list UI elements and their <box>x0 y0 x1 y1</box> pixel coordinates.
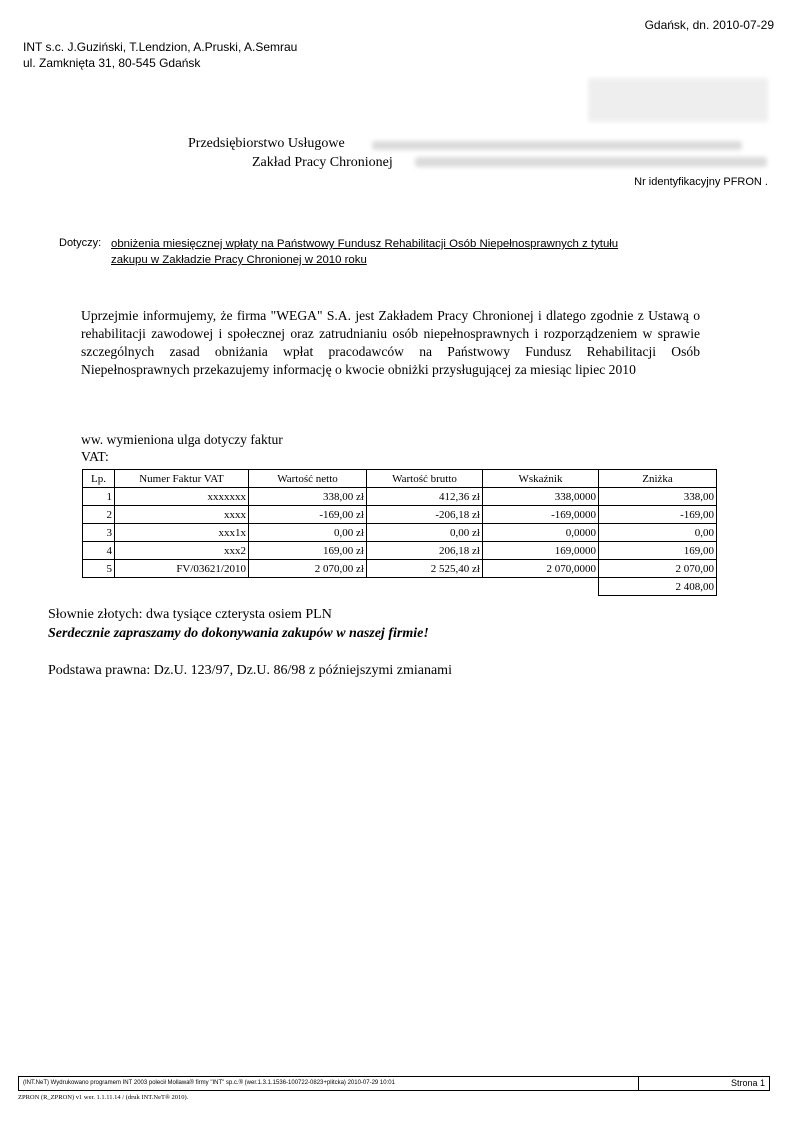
page-number: Strona 1 <box>730 1078 765 1088</box>
cell-discount: 338,00 <box>599 488 717 506</box>
cell-invoice-number: FV/03621/2010 <box>115 560 249 578</box>
cell-lp: 3 <box>83 524 115 542</box>
cell-lp: 4 <box>83 542 115 560</box>
header-net-value: Wartość netto <box>249 470 367 488</box>
cell-indicator: -169,0000 <box>483 506 599 524</box>
cell-discount: 0,00 <box>599 524 717 542</box>
redacted-stamp <box>588 78 768 122</box>
sender-address: ul. Zamknięta 31, 80-545 Gdańsk <box>23 56 201 70</box>
cell-indicator: 0,0000 <box>483 524 599 542</box>
header-invoice-number: Numer Faktur VAT <box>115 470 249 488</box>
place-date: Gdańsk, dn. 2010-07-29 <box>644 18 774 32</box>
cell-net-value: 0,00 zł <box>249 524 367 542</box>
cell-lp: 5 <box>83 560 115 578</box>
cell-indicator: 169,0000 <box>483 542 599 560</box>
table-row <box>83 542 717 560</box>
cell-net-value: -169,00 zł <box>249 506 367 524</box>
sender-name: INT s.c. J.Guziński, T.Lendzion, A.Pruski, A.Semrau <box>23 40 298 54</box>
cell-discount: 2 070,00 <box>599 560 717 578</box>
table-intro-line-2: VAT: <box>81 449 109 464</box>
table-total: 2 408,00 <box>599 578 717 596</box>
cell-invoice-number: xxx2 <box>115 542 249 560</box>
cell-gross-value: 2 525,40 zł <box>367 560 483 578</box>
redacted-zpch-name <box>415 157 767 167</box>
table-header-row <box>83 470 717 488</box>
print-footer <box>18 1076 770 1091</box>
header-discount: Zniżka <box>599 470 717 488</box>
table-intro <box>81 431 283 465</box>
table-row <box>83 524 717 542</box>
header-indicator: Wskaźnik <box>483 470 599 488</box>
cell-indicator: 338,0000 <box>483 488 599 506</box>
subject-text <box>111 236 618 268</box>
cell-invoice-number: xxxx <box>115 506 249 524</box>
header-gross-value: Wartość brutto <box>367 470 483 488</box>
cell-discount: -169,00 <box>599 506 717 524</box>
invoice-table <box>82 469 717 596</box>
cell-net-value: 338,00 zł <box>249 488 367 506</box>
redacted-company-name <box>372 141 742 150</box>
cell-gross-value: 206,18 zł <box>367 542 483 560</box>
form-id-line: ZPRON (R_ZPRON) v1 wer. 1.1.11.14 / (druk INT.NeT® 2010). <box>18 1094 189 1101</box>
print-info: (INT.NeT) Wydrukowano programem INT 2003 polecił Mollawa® firmy "INT" sp.c.® (wer.1.3.1.1536-100722-0823+plitcka) 2010-07-29 10:01 <box>23 1080 395 1086</box>
cell-invoice-number: xxxxxxx <box>115 488 249 506</box>
cell-lp: 1 <box>83 488 115 506</box>
subject-label: Dotyczy: <box>59 237 102 249</box>
subject-line-1: obniżenia miesięcznej wpłaty na Państwowy Fundusz Rehabilitacji Osób Niepełnosprawnych z tytułu <box>111 238 619 250</box>
invitation-slogan: Serdecznie zapraszamy do dokonywania zakupów w naszej firmie! <box>48 626 429 641</box>
cell-gross-value: 412,36 zł <box>367 488 483 506</box>
pfron-id-label: Nr identyfikacyjny PFRON . <box>634 176 768 188</box>
table-intro-line-1: ww. wymieniona ulga dotyczy faktur <box>81 432 283 447</box>
header-lp: Lp. <box>83 470 115 488</box>
cell-gross-value: 0,00 zł <box>367 524 483 542</box>
recipient-company-label: Przedsiębiorstwo Usługowe <box>188 136 345 151</box>
cell-lp: 2 <box>83 506 115 524</box>
subject-line-2: zakupu w Zakładzie Pracy Chronionej w 2010 roku <box>111 254 367 266</box>
table-row <box>83 506 717 524</box>
table-row <box>83 560 717 578</box>
cell-net-value: 169,00 zł <box>249 542 367 560</box>
body-paragraph: Uprzejmie informujemy, że firma "WEGA" S.A. jest Zakładem Pracy Chronionej i dlatego zgodnie z Ustawą o rehabilitacji zawodowej i społecznej oraz zatrudnianiu osób niepełnosprawnych i rozporządzeniem w sprawie szczególnych zasad obniżania wpłat pracodawców na Państwowy Fundusz Rehabilitacji Osób Niepełnosprawnych przekazujemy informację o kwocie obniżki przysługującej za miesiąc lipiec 2010 <box>81 308 700 377</box>
table-total-row <box>83 578 717 596</box>
footer-divider <box>638 1077 639 1090</box>
cell-discount: 169,00 <box>599 542 717 560</box>
legal-basis: Podstawa prawna: Dz.U. 123/97, Dz.U. 86/98 z późniejszymi zmianami <box>48 663 452 678</box>
cell-indicator: 2 070,0000 <box>483 560 599 578</box>
cell-invoice-number: xxx1x <box>115 524 249 542</box>
cell-net-value: 2 070,00 zł <box>249 560 367 578</box>
table-row <box>83 488 717 506</box>
cell-gross-value: -206,18 zł <box>367 506 483 524</box>
amount-in-words: Słownie złotych: dwa tysiące czterysta osiem PLN <box>48 607 332 622</box>
recipient-zpch-label: Zakład Pracy Chronionej <box>252 155 393 170</box>
